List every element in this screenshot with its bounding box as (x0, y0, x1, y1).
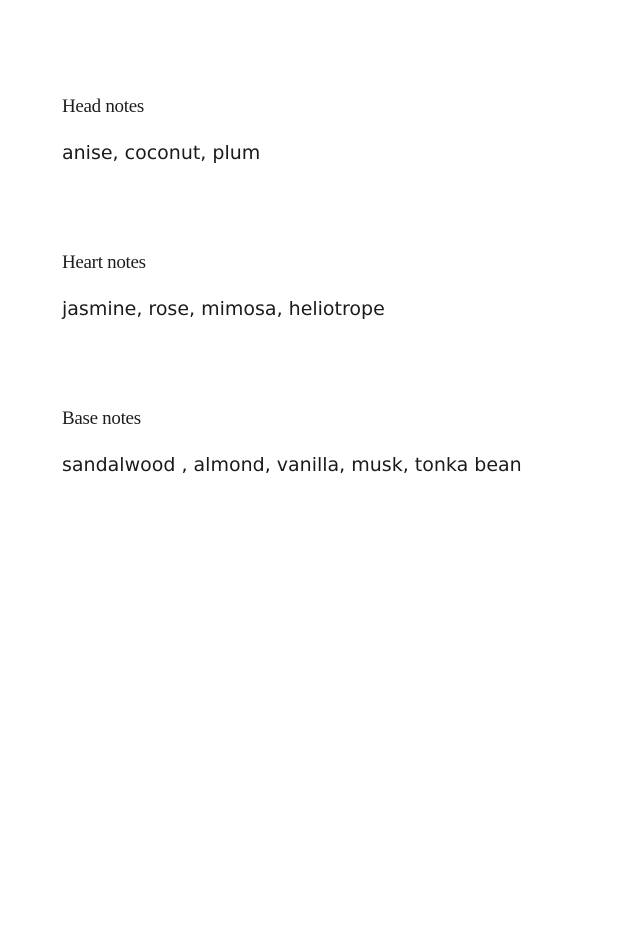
fragrance-notes-page (62, 93, 602, 561)
base-notes-heading: Base notes (62, 408, 141, 429)
head-notes-heading: Head notes (62, 96, 144, 117)
base-notes-section (62, 405, 602, 478)
heart-notes-heading: Heart notes (62, 252, 146, 273)
heart-notes-list: jasmine, rose, mimosa, heliotrope (62, 298, 385, 320)
head-notes-list: anise, coconut, plum (62, 142, 261, 164)
base-notes-list: sandalwood , almond, vanilla, musk, tonka bean (62, 454, 522, 476)
heart-notes-section (62, 249, 602, 322)
head-notes-section (62, 93, 602, 166)
